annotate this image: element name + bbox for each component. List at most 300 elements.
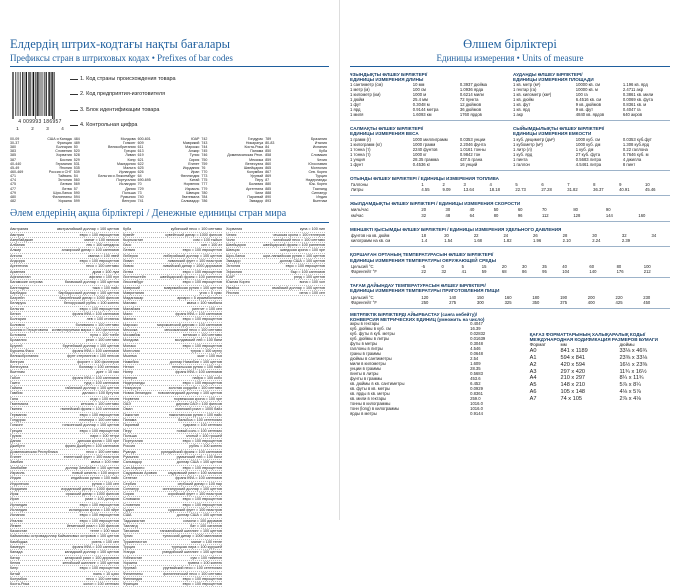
- currency-country: Венесуэла: [10, 364, 29, 369]
- weight-volume-section: [350, 126, 670, 166]
- table-cell: 80: [493, 212, 499, 218]
- table: [350, 182, 670, 192]
- barcode-title: Елдердің штрих-кодтағы нақты бағалары: [10, 37, 231, 51]
- unit-cell: 1 акр: [513, 112, 523, 118]
- currency-country: Панама: [123, 417, 137, 422]
- unit-cell: 1 миля: [350, 112, 364, 118]
- prefix-code: 30-37: [10, 140, 20, 145]
- barcode-bars: [10, 71, 70, 119]
- barcode-bar: [32, 72, 33, 116]
- paper-cell: 8¼ x 11¾: [619, 375, 644, 382]
- barcode-bar: [44, 72, 45, 116]
- section-title: ҚОРШАҒАН ОРТАНЫҢ ТЕМПЕРАТУРАСЫН ӨЛШЕУ БІРЛІКТЕРІ/: [350, 252, 494, 258]
- table-cell: 70: [541, 207, 547, 213]
- currency-country: Камбоджа: [10, 539, 28, 544]
- prefix-code: 859: [265, 157, 272, 162]
- currency-country: Ливан: [123, 259, 134, 264]
- conversion-factor: 0.8361: [470, 390, 483, 396]
- table-cell: 3: [463, 181, 466, 187]
- currency-country: Багамские острова: [10, 280, 43, 285]
- currency-unit: евро = 100 евроцентов: [285, 264, 326, 269]
- paper-header-cell: дюймы: [619, 342, 635, 348]
- currency-unit: франк КФА = 100 сантимов: [72, 375, 120, 380]
- barcode-bar: [28, 72, 29, 116]
- table-cell: 300: [476, 299, 484, 305]
- prefix-code: 475: [10, 182, 16, 187]
- prefix-code: 784: [201, 194, 208, 199]
- prefix-code: 50: [73, 145, 78, 150]
- currency-unit: австралийский доллар = 100 центов: [56, 227, 120, 232]
- prefix-code: 741: [137, 199, 144, 204]
- prefix-code: 569: [73, 182, 80, 187]
- prefix-code: 528: [73, 153, 80, 158]
- prefix-code: 744: [201, 145, 208, 150]
- prefix-code: 626: [137, 170, 144, 174]
- conversion-row: [350, 412, 522, 417]
- prefix-country: Чехия: [316, 157, 327, 162]
- table-cell: 1.4: [421, 238, 428, 244]
- currency-unit: франк КФА = 100 сантимов: [72, 349, 120, 354]
- barcode-index: 3: [46, 125, 49, 131]
- barcode-bar: [51, 72, 52, 116]
- prefix-country: Нидерланды: [305, 178, 327, 183]
- barcode-bar: [40, 72, 41, 116]
- currency-country: Монголия: [123, 349, 140, 354]
- barcode-bar: [49, 72, 50, 116]
- prefix-code: 860: [265, 161, 272, 166]
- prefix-country: Великобритания: [107, 145, 136, 150]
- table-cell: 1.82: [503, 238, 512, 244]
- paper-size-table: [530, 312, 670, 417]
- currency-country: Мьянма: [123, 354, 137, 359]
- currency-unit: ариари = 5 ираимбилания: [177, 296, 223, 301]
- unit-cell: 0.9144 метра: [412, 107, 439, 113]
- conversion-label: кв. дюймы в кв. сантиметры: [350, 380, 405, 386]
- currency-unit: форинт = 100 филлеров: [77, 359, 120, 364]
- money-rule: [10, 222, 329, 223]
- separator: [350, 246, 670, 247]
- prefix-code: 759: [201, 161, 208, 166]
- paper-row: [530, 355, 670, 362]
- barcode-bar: [26, 72, 27, 116]
- currency-unit: евро = 100 евроцентов: [79, 502, 120, 507]
- unit-cell: 1.308 куб.ярд: [622, 141, 650, 147]
- table-cell: 100: [643, 263, 651, 269]
- currency-country: Малави: [123, 301, 137, 306]
- prefix-country: Тайвань: [58, 174, 72, 179]
- currency-unit: кванза = 100 лвей: [88, 253, 120, 258]
- prefix-country: Боливия: [248, 182, 264, 187]
- currency-unit: угандийский шиллинг = 100 центов: [161, 550, 223, 555]
- table-cell: 48: [445, 212, 451, 218]
- prefix-code: 775: [201, 178, 208, 183]
- currency-country: Италия: [10, 518, 23, 523]
- currency-country: Кыргызстан: [123, 237, 144, 242]
- unit-cell: 1 кв. километр (км²): [513, 92, 552, 98]
- unit-cell: 10000 кв. м: [575, 87, 598, 93]
- paper-cell: 5⅞ x 8¼: [619, 382, 641, 389]
- currency-country: Гаити: [10, 380, 20, 385]
- currency-unit: донг = 10 хао: [96, 370, 120, 375]
- currency-unit: боливар = 100 сентимо: [79, 364, 120, 369]
- row-label: Литры: [351, 186, 364, 192]
- table-cell: 112: [541, 212, 549, 218]
- currency-unit: тенге = 100 тиын: [90, 529, 120, 534]
- barcode-bar: [17, 72, 18, 116]
- currency-country: Грузия: [10, 433, 22, 438]
- conversion-factor: 0.0648: [470, 351, 483, 357]
- table-cell: 375: [560, 299, 568, 305]
- currency-country: Малайзия: [123, 306, 141, 311]
- currency-country: Япония: [226, 290, 239, 295]
- paper-cell: 4⅛ x 5⅞: [619, 389, 641, 396]
- prefix-country: Коста-Рика: [244, 145, 264, 150]
- prefix-code: 729: [137, 186, 144, 191]
- prefix-code: 622: [137, 161, 144, 166]
- currency-unit: доллар Каймановых островов = 100 центов: [44, 534, 120, 539]
- paper-cell: A2: [529, 361, 537, 368]
- currency-country: Танзания: [123, 529, 140, 534]
- prefix-code: 479: [10, 190, 16, 195]
- currency-unit: гвинейский франк = 100 сантимов: [60, 407, 120, 412]
- unit-cell: 12 дюймов: [459, 102, 482, 108]
- prefix-code: 594: [73, 194, 80, 199]
- table-cell: 5: [461, 263, 464, 269]
- table-cell: 50: [493, 207, 499, 213]
- currency-unit: боливиано = 100 сентаво: [75, 322, 120, 327]
- prefix-country: ЮАР: [191, 136, 200, 141]
- currency-country: Люксембург: [123, 280, 144, 285]
- currency-country: Нигер: [123, 370, 134, 375]
- prefix-code: 611: [137, 145, 144, 150]
- currency-unit: така = 100 пайс: [92, 285, 120, 290]
- currency-country: Гайана: [10, 386, 23, 391]
- currency-unit: евро = 100 евроцентов: [182, 269, 223, 274]
- currency-country: Зимбабве: [10, 465, 27, 470]
- prefix-country: Греция: [123, 149, 136, 154]
- currency-unit: суданский фунт = 100 пиастров: [167, 507, 223, 512]
- table-row: [350, 300, 670, 305]
- prefix-country: Франция: [57, 140, 72, 145]
- prefix-country: Литва: [61, 186, 72, 191]
- unit-cell: 1 куб. дециметр (дм³): [513, 136, 555, 142]
- paper-row: [530, 348, 670, 355]
- section-title: САЛМАҚТЫ ӨЛШЕУ БІРЛІКТЕРІ/: [350, 126, 424, 132]
- table-cell: 68: [501, 269, 507, 274]
- speed-table: [350, 201, 670, 218]
- currency-unit: лемпира = 100 сентаво: [79, 417, 120, 422]
- table-cell: 160: [638, 212, 646, 218]
- currency-country: Буркина-Фасо: [10, 349, 34, 354]
- prefix-country: Египет: [188, 161, 200, 166]
- separator: [350, 221, 670, 222]
- currency-country: Иран: [10, 497, 19, 502]
- currency-country: Габон: [10, 375, 21, 380]
- table-cell: 190: [560, 294, 568, 300]
- unit-cell: 9 кв. дюймов: [575, 102, 602, 108]
- currency-unit: либерийский доллар = 100 центов: [163, 253, 223, 258]
- table-cell: 60: [517, 207, 523, 213]
- table-cell: -5: [421, 263, 426, 269]
- currency-country: Великобритания: [10, 354, 39, 359]
- prefix-country: Никарагуа: [245, 140, 264, 145]
- prefix-code: 750: [201, 157, 208, 162]
- prefix-code: 64: [137, 174, 142, 179]
- unit-cell: 1 кв. метр (м²): [513, 82, 541, 88]
- prefix-row: [201, 199, 263, 203]
- currency-country: Беларусь: [10, 301, 27, 306]
- unit-cell: 0.9842 тон: [459, 151, 481, 157]
- barcode-bar: [41, 72, 42, 116]
- currency-country: Болгария: [10, 317, 26, 322]
- currency-unit: кип = 100 ат: [201, 243, 223, 248]
- table-cell: 120: [421, 294, 429, 300]
- currency-country: Пакистан: [123, 412, 139, 417]
- conversion-label: кв. мили в гектары: [350, 395, 387, 401]
- unit-row: [350, 162, 507, 167]
- prefix-row: [265, 199, 327, 203]
- currency-unit: новый соль = 100 сентимо: [176, 428, 223, 433]
- currency-country: Гамбия: [10, 391, 23, 396]
- table-cell: 64: [469, 212, 475, 218]
- section-title: ЕДИНИЦЫ ИЗМЕРЕНИЯ ВЕСА: [350, 131, 419, 137]
- table-cell: 350: [532, 299, 540, 305]
- table-cell: 30: [592, 232, 597, 238]
- prefix-column: [265, 137, 329, 204]
- table-cell: 22.73: [515, 186, 526, 192]
- prefix-code: 770: [201, 170, 208, 174]
- barcode-bar: [38, 72, 39, 116]
- currency-country: Непал: [123, 364, 134, 369]
- unit-cell: 1 кв. дюйм: [513, 97, 534, 103]
- prefix-code: 531: [73, 161, 80, 166]
- currency-country: Никарагуа: [123, 386, 141, 391]
- prefix-country: Эквадор: [249, 199, 264, 204]
- table-cell: 34: [651, 232, 657, 238]
- currency-country: Нигерия: [123, 375, 138, 380]
- table-cell: 2.24: [592, 238, 601, 244]
- prefix-code: 590: [73, 190, 80, 195]
- currency-country: Колумбия: [10, 576, 27, 581]
- currency-country: Шри-Ланка: [226, 253, 245, 258]
- unit-cell: 1 фунт: [350, 161, 364, 167]
- prefix-code: 890: [265, 194, 272, 199]
- currency-unit: евро = 100 евроцентов: [79, 513, 120, 518]
- currency-unit: шри-ланкийская рупия = 100 центов: [263, 253, 326, 258]
- barcode-index: 1: [16, 125, 19, 131]
- currency-unit: бат = 100 сатангов: [190, 523, 223, 528]
- section-title: ЕДИНИЦЫ ИЗМЕРЕНИЯ ТЕМПЕРАТУРЫ ОКРУЖАЮЩЕЙ СРЕДЫ: [350, 257, 497, 263]
- currency-unit: сирийский фунт = 100 пиастров: [167, 492, 223, 497]
- section-title: ТАҒАМ ДАЙЫНДАУ ТЕМПЕРАТУРАСЫН ӨЛШЕУ БІРЛІКТЕРІ/: [350, 283, 486, 289]
- currency-country: Словакия: [123, 497, 140, 502]
- prefix-country: Уругвай: [250, 174, 264, 179]
- currency-country: Коста-Рика: [10, 582, 30, 587]
- separator: [350, 195, 670, 196]
- prefix-code: 599: [73, 199, 80, 204]
- paper-row: [530, 389, 670, 396]
- unit-cell: 1 гектар (га): [513, 87, 537, 93]
- unit-cell: 2.4711 акр: [622, 87, 644, 93]
- currency-unit: доллар США = 100 центов: [176, 460, 223, 465]
- currency-unit: найра = 100 кобо: [192, 375, 223, 380]
- unit-cell: 0.8361 кв. м: [622, 102, 647, 108]
- prefix-country: Монголия: [310, 165, 327, 170]
- unit-cell: 2.2046 фунта: [459, 141, 486, 147]
- table-cell: 1.96: [533, 238, 542, 244]
- table-cell: 2: [442, 181, 445, 187]
- row-label: Галлоны: [351, 181, 368, 187]
- prefix-country: Ливан: [125, 153, 136, 158]
- table-cell: 27.28: [541, 186, 552, 192]
- paper-header-cell: мм: [560, 342, 567, 348]
- currency-unit: оманский риал = 1000 байз: [175, 407, 223, 412]
- currency-country: Сербия: [123, 481, 136, 486]
- currency-country: Литва: [123, 269, 134, 274]
- currency-country: Турция: [123, 545, 136, 550]
- prefix-country: США и Канада: [47, 136, 72, 141]
- barcode-bar: [13, 72, 14, 119]
- paper-row: [530, 362, 670, 369]
- fuel-table: [350, 176, 670, 193]
- row-label: км/час: [351, 212, 364, 218]
- unit-cell: 0.22 галлона: [622, 146, 648, 152]
- unit-cell: 1 метр (м): [350, 87, 370, 93]
- table-cell: 40: [469, 207, 475, 213]
- prefix-country: Чили: [254, 190, 264, 195]
- currency-unit: египетский фунт = 100 пиастров: [63, 455, 120, 460]
- currency-unit: дирхам ОАЭ = 100 филсов: [176, 402, 223, 407]
- currency-country: Ботсвана: [10, 333, 26, 338]
- currency-unit: лек = 100 киндарок: [86, 243, 120, 248]
- unit-cell: 1 ярд: [350, 107, 361, 113]
- currency-country: Вьетнам: [10, 370, 25, 375]
- currency-unit: евро = 100 евроцентов: [79, 428, 120, 433]
- currency-unit: риал = 100 динаров: [84, 497, 120, 502]
- currency-country: Австрия: [10, 232, 25, 237]
- prefix-code: 00-09: [10, 136, 20, 141]
- table-cell: 5: [515, 181, 518, 187]
- row-label: Цельсий °C: [351, 294, 374, 300]
- currency-unit: ринггит = 100 сен: [192, 306, 223, 311]
- currency-unit: гурд = 100 сантимов: [84, 380, 120, 385]
- length-table: [350, 72, 507, 117]
- currency-country: Гана: [10, 396, 18, 401]
- cooking-temperature-table: [350, 283, 670, 305]
- currency-unit: гайанский доллар = 100 центов: [65, 386, 120, 391]
- prefix-country: Польша: [122, 190, 136, 195]
- section-title: КОНВЕРСИЯ МЕТРИЧЕСКИХ ЕДИНИЦ (умножить на число): [350, 317, 485, 323]
- currency-country: Чили: [226, 237, 235, 242]
- length-area-section: [350, 72, 670, 117]
- prefix-code: 880: [265, 182, 272, 187]
- currency-country: Ливия: [123, 264, 134, 269]
- prefix-code: 867: [265, 170, 272, 174]
- table-cell: 7: [567, 181, 570, 187]
- currency-unit: гуарани = 100 сентимо: [182, 423, 223, 428]
- currency-unit: евро = 100 евроцентов: [182, 497, 223, 502]
- unit-cell: 1 фут: [350, 102, 361, 108]
- unit-cell: 640 акров: [622, 112, 643, 118]
- unit-cell: 0.0353 унции: [459, 136, 486, 142]
- paper-cell: A4: [529, 375, 537, 382]
- currency-country: Уругвай: [123, 566, 137, 571]
- currency-country: Оман: [123, 407, 133, 412]
- currency-unit: ямайский доллар = 100 центов: [272, 285, 326, 290]
- unit-cell: 1760 ярдов: [459, 112, 482, 118]
- conversion-label: куб. футы в куб. метры: [350, 331, 395, 337]
- currency-country: Намибия: [123, 359, 139, 364]
- unit-cell: 8 пинт: [622, 161, 636, 167]
- prefix-country: Украина: [58, 199, 72, 204]
- currency-country: Саудовская Аравия: [123, 470, 157, 475]
- currency-country: Узбекистан: [123, 555, 143, 560]
- table-cell: 128: [573, 212, 581, 218]
- currency-country: Финляндия: [123, 576, 143, 581]
- currency-country: Словения: [123, 502, 140, 507]
- row-label: фунтов на кв. дюйм: [351, 232, 390, 238]
- prefix-code: 80-83: [265, 140, 275, 145]
- table-cell: 325: [504, 299, 512, 305]
- unit-cell: 1000 грамм: [412, 141, 436, 147]
- table-cell: 90: [605, 207, 611, 213]
- unit-cell: 1.0936 ярда: [459, 87, 484, 93]
- conversion-label: куб. дюймы в куб. см: [350, 326, 391, 332]
- table-row: [350, 238, 670, 243]
- volume-table: [513, 126, 670, 166]
- prefix-country: Сингапур: [311, 190, 327, 195]
- currency-unit: евро = 100 евроцентов: [182, 280, 223, 285]
- prefix-country: Болгария: [56, 145, 72, 150]
- prefix-code: 789: [265, 136, 272, 141]
- table-cell: 6: [541, 181, 544, 187]
- currency-country: ОАЭ: [123, 402, 131, 407]
- table-cell: 35: [542, 263, 547, 269]
- conversion-factor: 453.6: [470, 375, 481, 381]
- weight-table: [350, 126, 507, 166]
- currency-country: Бенин: [10, 312, 21, 316]
- currency-unit: лев = 100 стотинок: [86, 317, 120, 322]
- barcode-bar: [46, 72, 47, 116]
- currency-country: Сенегал: [123, 476, 138, 481]
- prefix-code: 40-440: [10, 161, 22, 166]
- table-cell: 104: [562, 269, 570, 274]
- currency-unit: гривна = 100 копеек: [187, 560, 223, 565]
- prefix-country: Юж. Корея: [308, 182, 327, 187]
- currency-country: Индонезия: [10, 481, 29, 486]
- section-title: СЫЙЫМДЫЛЫҚТЫ ӨЛШЕУ БІРЛІКТЕРІ/: [513, 126, 605, 132]
- prefix-code: 740: [137, 194, 144, 199]
- unit-cell: 1000 м: [412, 92, 427, 98]
- table-cell: 4.55: [421, 186, 430, 192]
- currency-country: Эстония: [226, 264, 241, 269]
- currency-unit: песо = 100 сентаво: [86, 576, 120, 581]
- prefix-country: Словения: [55, 149, 72, 154]
- currency-unit: манат = 100 гяпиков: [84, 237, 120, 242]
- currency-country: Филиппины: [123, 571, 143, 576]
- currency-unit: доллар Зимбабве = 100 центов: [65, 465, 120, 470]
- currency-country: Руанда: [123, 449, 136, 454]
- currency-unit: иена = 100 сен: [299, 290, 326, 295]
- prefix-country: Гонконг: [122, 140, 136, 145]
- currency-unit: сербский динар = 100 пар: [177, 481, 223, 486]
- table: [350, 295, 670, 305]
- currency-country: Швейцария: [226, 243, 246, 248]
- prefix-country: Норвегия: [183, 182, 200, 187]
- prefix-country: Бельгия и Люксембург: [98, 174, 136, 179]
- paper-cell: A6: [529, 389, 537, 396]
- unit-row: [513, 112, 670, 117]
